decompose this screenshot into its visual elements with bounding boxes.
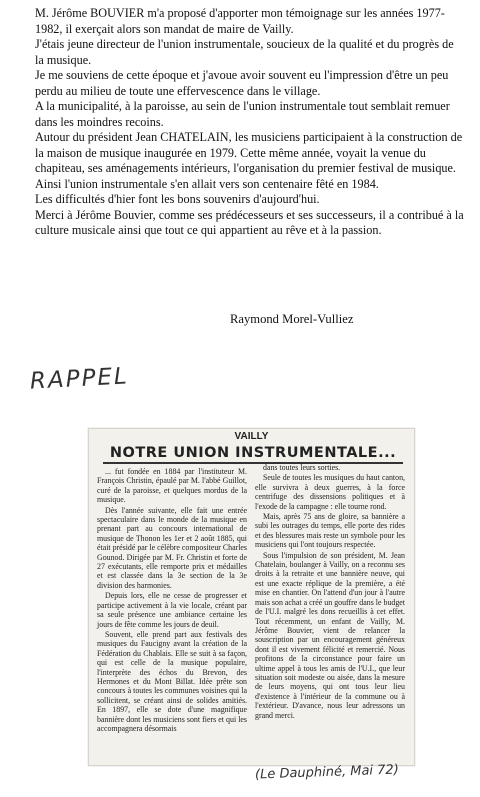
handwritten-source-note: (Le Dauphiné, Mai 72) xyxy=(254,762,400,783)
clipping-right-column xyxy=(255,463,405,721)
letter-paragraph: Je me souviens de cette époque et j'avoue avoir souvent eu l'impression d'être un peu perdu au milieu de toute une effervescence dans le village. xyxy=(35,68,449,98)
clipping-paragraph: Souvent, elle prend part aux festivals des musiques du Faucigny avant la création de la Fédération du Chablais. Elle se suit à sa façon, qui est celle de la musique populaire, l'interprète des échos du Brevon, des Hermones et du Mont Billat. Idée prête son concours à toutes les communes voisines qui la sollicitent, se créant ainsi de solides amitiés. En 1897, elle se dote d'une magnifique bannière dont les musiciens sont fiers et qui les accompagnera désormais xyxy=(97,629,247,733)
clipping-left-column xyxy=(97,467,247,734)
clipping-paragraph: Depuis lors, elle ne cesse de progresser et participe activement à la vie locale, créant par sa seule présence une ambiance certaine les jours de fête comme les jours de deuil. xyxy=(97,591,247,629)
clipping-paragraph: dans toutes leurs sorties. xyxy=(263,463,341,472)
clipping-paragraph: ... fut fondée en 1884 par l'instituteur M. François Christin, épaulé par M. l'abbé Guillot, curé de la paroisse, et quelques mordus de la musique. xyxy=(97,467,247,505)
letter-paragraph: A la municipalité, à la paroisse, au sein de l'union instrumentale tout semblait remuer dans les moindres recoins. xyxy=(35,99,450,129)
letter-signature: Raymond Morel-Vulliez xyxy=(230,312,354,326)
clipping-paragraph: Seule de toutes les musiques du haut canton, elle survivra à deux guerres, à la force centrifuge des dissensions politiques et à l'exode de la campagne : elle tourne rond. xyxy=(255,473,405,511)
letter-paragraph: Les difficultés d'hier font les bons souvenirs d'aujourd'hui. xyxy=(35,192,320,206)
letter-paragraph: J'étais jeune directeur de l'union instrumentale, soucieux de la qualité et du progrès de la musique. xyxy=(35,37,454,67)
clipping-headline: NOTRE UNION INSTRUMENTALE... xyxy=(103,445,403,464)
testimony-letter xyxy=(35,6,465,239)
letter-paragraph: M. Jérôme BOUVIER m'a proposé d'apporter mon témoignage sur les années 1977-1982, il exerçait alors son mandat de maire de Vailly. xyxy=(35,6,445,36)
clipping-paragraph: Sous l'impulsion de son président, M. Jean Chatelain, boulanger à Vailly, on a reconnu ses droits à la retraite et une bannière neuve, qui est une exacte réplique de la première, a été mise en chantier. On l'attend d'un jour à l'autre mais son achat a créé un gouffre dans le budget de l'U.I. malgré les dons recueillis à cet effet. Tout récemment, un enfant de Vailly, M. Jérôme Bouvier, vient de relancer la souscription par un encouragement généreux dont il est vivement félicité et remercié. Nous profitons de la circonstance pour faire un ultime appel à tous les amis de l'U.I., que leur situation soit modeste ou aisée, dans la mesure de leurs moyens, qui ont tous leur lieu d'existence à l'intérieur de la commune ou à l'extérieur. D'avance, nous leur adressons un grand merci. xyxy=(255,550,405,720)
handwritten-rappel-note: RAPPEL xyxy=(29,363,130,395)
letter-paragraph: Merci à Jérôme Bouvier, comme ses prédécesseurs et ses successeurs, il a contribué à la culture musicale ainsi que tout ce qui appartient au rêve et à la passion. xyxy=(35,207,464,237)
clipping-location-header: VAILLY xyxy=(234,431,269,442)
clipping-paragraph: Mais, après 75 ans de gloire, sa bannière a subi les outrages du temps, elle porte des rides et des blessures mais reste un symbole pour les musiciens qui l'ont toujours respectée. xyxy=(255,512,405,550)
letter-paragraph: Autour du président Jean CHATELAIN, les musiciens participaient à la construction de la maison de musique inaugurée en 1979. Cette même année, voyait la venue du chapiteau, ses aménagements intérieurs, l'organisation du premier festival de musique. Ainsi l'union instrumentale s'en allait vers son centenaire fêté en 1984. xyxy=(35,130,463,191)
clipping-paragraph: Dès l'année suivante, elle fait une entrée spectaculaire dans le monde de la musique en prenant part au concours international de musique de Thonon les 1er et 2 août 1885, qui était présidé par le célèbre compositeur Charles Gounod. Dirigée par M. Fr. Christin et forte de 27 exécutants, elle remporte prix et médailles et est classée dans la 3e section de la 3e division des harmonies. xyxy=(97,505,247,590)
newspaper-clipping xyxy=(88,428,415,766)
